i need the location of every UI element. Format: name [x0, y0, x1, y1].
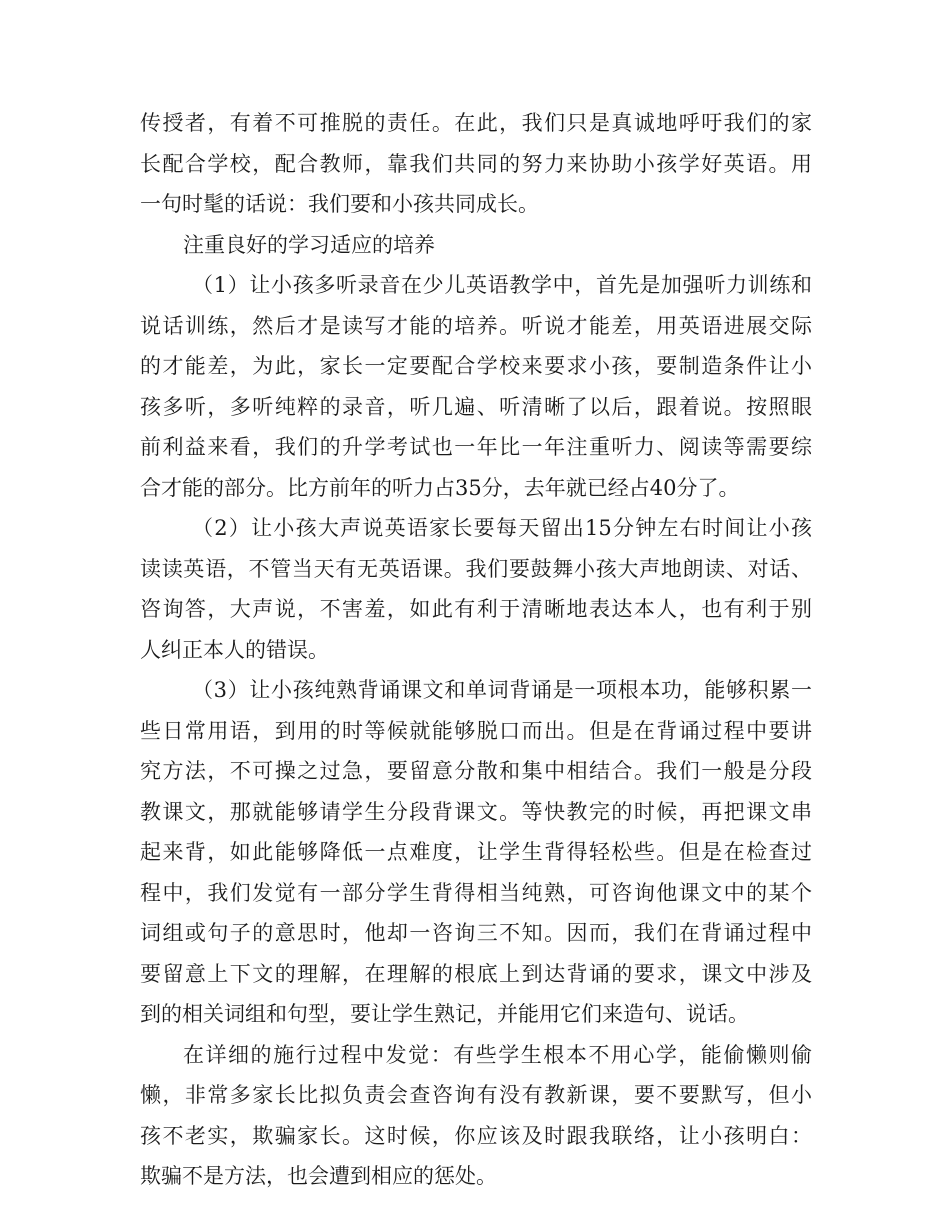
text-line: 的才能差，为此，家长一定要配合学校来要求小孩，要制造条件让小	[140, 354, 812, 378]
text-line: 合才能的部分。比方前年的听力占35分，去年就已经占40分了。	[140, 475, 740, 500]
paragraph-continuation	[140, 103, 812, 225]
paragraph-listen	[140, 265, 812, 508]
text-line: 传授者，有着不可推脱的责任。在此，我们只是真诚地呼吁我们的家	[140, 111, 812, 135]
text-line: 懒，非常多家长比拟负责会查咨询有没有教新课，要不要默写，但小	[140, 1083, 812, 1107]
text-line: 些日常用语，到用的时等候就能够脱口而出。但是在背诵过程中要讲	[140, 718, 812, 743]
text-line: 到的相关词组和句型，要让学生熟记，并能用它们来造句、说话。	[140, 1002, 749, 1026]
heading-line: 注重良好的学习适应的培养	[183, 232, 435, 257]
text-line: 词组或句子的意思时，他却一咨询三不知。因而，我们在背诵过程中	[140, 921, 812, 945]
text-line: 人纠正本人的错误。	[140, 637, 329, 662]
text-line: 前利益来看，我们的升学考试也一年比一年注重听力、阅读等需要综	[140, 435, 812, 459]
text-line: 要留意上下文的理解，在理解的根底上到达背诵的要求，课文中涉及	[140, 961, 812, 986]
text-line: 咨询答，大声说，不害羞，如此有利于清晰地表达本人，也有利于别	[140, 597, 812, 621]
text-line: 读读英语，不管当天有无英语课。我们要鼓舞小孩大声地朗读、对话、	[140, 556, 812, 581]
document-body	[140, 103, 812, 1197]
text-line: （3）让小孩纯熟背诵课文和单词背诵是一项根本功，能够积累一	[192, 678, 812, 702]
text-line: 欺骗不是方法，也会遭到相应的惩处。	[140, 1164, 497, 1188]
text-line: 孩多听，多听纯粹的录音，听几遍、听清晰了以后，跟着说。按照眼	[140, 394, 812, 419]
text-line: 究方法，不可操之过急，要留意分散和集中相结合。我们一般是分段	[140, 759, 812, 783]
text-line: 说话训练，然后才是读写才能的培养。听说才能差，用英语进展交际	[140, 313, 812, 338]
text-line: 起来背，如此能够降低一点难度，让学生背得轻松些。但是在检查过	[140, 840, 812, 864]
text-line: 在详细的施行过程中发觉：有些学生根本不用心学，能偷懒则偷	[183, 1042, 812, 1067]
text-line: 一句时髦的话说：我们要和小孩共同成长。	[140, 192, 539, 216]
paragraph-recite	[140, 670, 812, 1035]
text-line: 孩不老实，欺骗家长。这时候，你应该及时跟我联络，让小孩明白：	[140, 1123, 812, 1148]
paragraph-practice	[140, 1035, 812, 1197]
text-line: （2）让小孩大声说英语家长要每天留出15分钟左右时间让小孩	[192, 516, 812, 540]
text-line: （1）让小孩多听录音在少儿英语教学中，首先是加强听力训练和	[192, 273, 812, 297]
text-line: 教课文，那就能够请学生分段背课文。等快教完的时候，再把课文串	[140, 799, 812, 824]
text-line: 程中，我们发觉有一部分学生背得相当纯熟，可咨询他课文中的某个	[140, 880, 812, 905]
paragraph-speak	[140, 508, 812, 670]
text-line: 长配合学校，配合教师，靠我们共同的努力来协助小孩学好英语。用	[140, 151, 812, 176]
section-heading	[140, 225, 812, 266]
